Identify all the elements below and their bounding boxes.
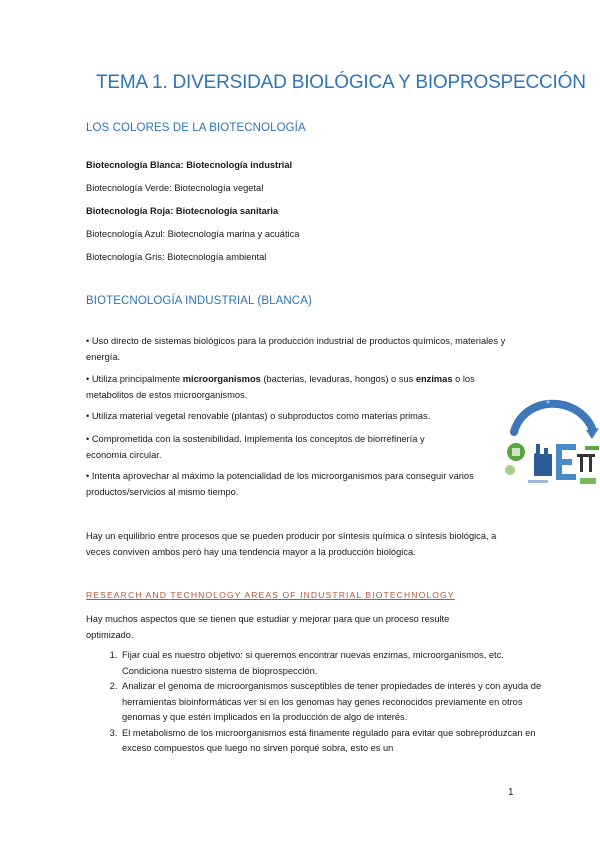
bullet-direct-use: • Uso directo de sistemas biológicos para la producción industrial de productos químicos, materiales y energía. [86, 336, 506, 362]
research-steps-list [86, 648, 550, 757]
list-item: 3. El metabolismo de los microorganismos está finamente regulado para evitar que sobreproduzcan en exceso compuestos que luego no sirven porqué sobra, esto es un [120, 726, 550, 757]
bullet-enzymes-bold: enzimas [415, 374, 453, 384]
page-title: TEMA 1. DIVERSIDAD BIOLÓGICA Y BIOPROSPECCIÓN [96, 72, 586, 93]
bullet-microorganisms-text-e: o los metabolitos de estos microorganismos. [86, 374, 475, 400]
section-heading-research: RESEARCH AND TECHNOLOGY AREAS OF INDUSTRIAL BIOTECHNOLOGY [86, 590, 455, 600]
color-item-green: Biotecnología Verde: Biotecnología vegetal [86, 183, 264, 193]
color-item-red: Biotecnología Roja: Biotecnología sanitaria [86, 206, 279, 216]
bullet-microorganisms-text-a: • Utiliza principalmente [86, 374, 183, 384]
color-item-blue: Biotecnología Azul: Biotecnología marina y acuática [86, 229, 300, 239]
page-number: 1 [508, 787, 514, 798]
color-item-gray: Biotecnología Gris: Biotecnología ambiental [86, 252, 267, 262]
color-item-white: Biotecnología Blanca: Biotecnología industrial [86, 160, 293, 170]
list-item: 1. Fijar cual es nuestro objetivo: si queremos encontrar nuevas enzimas, microorganismos, etc. Condiciona nuestro sistema de bioprospección. [120, 648, 550, 679]
bullet-plant-material: • Utiliza material vegetal renovable (plantas) o subproductos como materias primas. [86, 411, 431, 421]
bullet-microorganisms-text-c: (bacterias, levaduras, hongos) o sus [260, 374, 416, 384]
section-heading-industrial: BIOTECNOLOGÍA INDUSTRIAL (BLANCA) [86, 295, 312, 307]
biorefinery-cycle-diagram-icon [500, 392, 600, 492]
bullet-microorganisms-bold: microorganismos [182, 374, 261, 384]
equilibrium-paragraph: Hay un equilibrio entre procesos que se pueden producir por síntesis química o síntesis biológica, a veces conviven ambos però hay una tendencia mayor a la producción biológica. [86, 531, 497, 557]
bullet-potential: • Intenta aprovechar al máximo la potencialidad de los microorganismos para conseguir varios productos/servicios al mismo tiempo. [86, 471, 474, 497]
bullet-microorganisms [86, 372, 511, 403]
section-heading-colors: LOS COLORES DE LA BIOTECNOLOGÍA [86, 122, 306, 134]
bullet-sustainability: • Comprometida con la sostenibilidad. Implementa los conceptos de biorrefinería y economía circular. [86, 434, 425, 460]
research-intro: Hay muchos aspectos que se tienen que estudiar y mejorar para que un proceso resulte optimizado. [86, 614, 450, 640]
list-item: 2. Analizar el genoma de microorganismos susceptibles de tener propiedades de interés y con ayuda de herramientas bioinformáticas ver si en los genomas hay genes reconocidos previamente en otros genomas y que estén implicados en la producción de algo de interés. [120, 679, 550, 726]
